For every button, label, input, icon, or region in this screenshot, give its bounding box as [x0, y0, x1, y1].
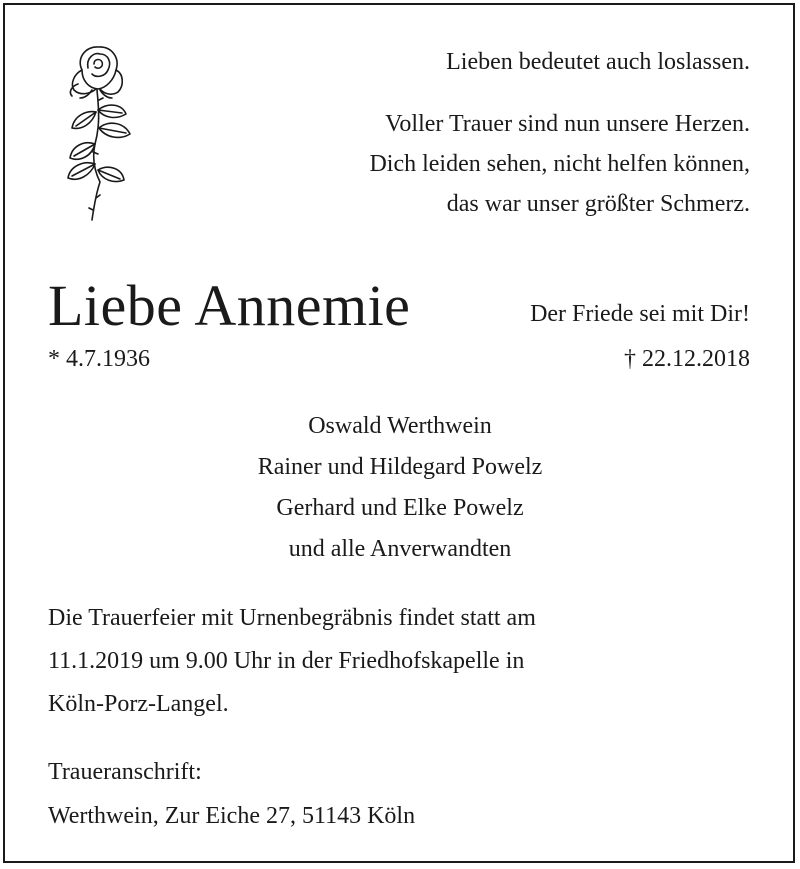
poem-line: Dich leiden sehen, nicht helfen können, — [369, 151, 750, 177]
ceremony-line: Die Trauerfeier mit Urnenbegräbnis findet statt am — [48, 605, 536, 631]
mourner-name: Gerhard und Elke Powelz — [276, 495, 524, 521]
ceremony-line: Köln-Porz-Langel. — [48, 691, 229, 717]
mourner-name: Rainer und Hildegard Powelz — [257, 454, 543, 480]
poem-line: das war unser größter Schmerz. — [446, 191, 750, 217]
mourners-list — [0, 406, 800, 570]
rose-icon — [62, 40, 134, 222]
deceased-name: Liebe Annemie — [48, 273, 411, 338]
poem-line: Lieben bedeutet auch loslassen. — [446, 49, 750, 75]
birth-date: * 4.7.1936 — [48, 346, 150, 372]
peace-line: Der Friede sei mit Dir! — [530, 301, 750, 327]
ceremony-line: 11.1.2019 um 9.00 Uhr in der Friedhofskapelle in — [48, 648, 525, 674]
address-value: Werthwein, Zur Eiche 27, 51143 Köln — [48, 803, 416, 829]
mourner-name: Oswald Werthwein — [308, 413, 492, 439]
poem — [369, 42, 750, 224]
address-label: Traueranschrift: — [48, 759, 202, 785]
death-date: † 22.12.2018 — [624, 346, 750, 372]
mourning-address — [48, 750, 415, 838]
ceremony-info — [48, 597, 758, 726]
poem-line: Voller Trauer sind nun unsere Herzen. — [385, 111, 750, 137]
mourner-name: und alle Anverwandten — [288, 536, 512, 562]
